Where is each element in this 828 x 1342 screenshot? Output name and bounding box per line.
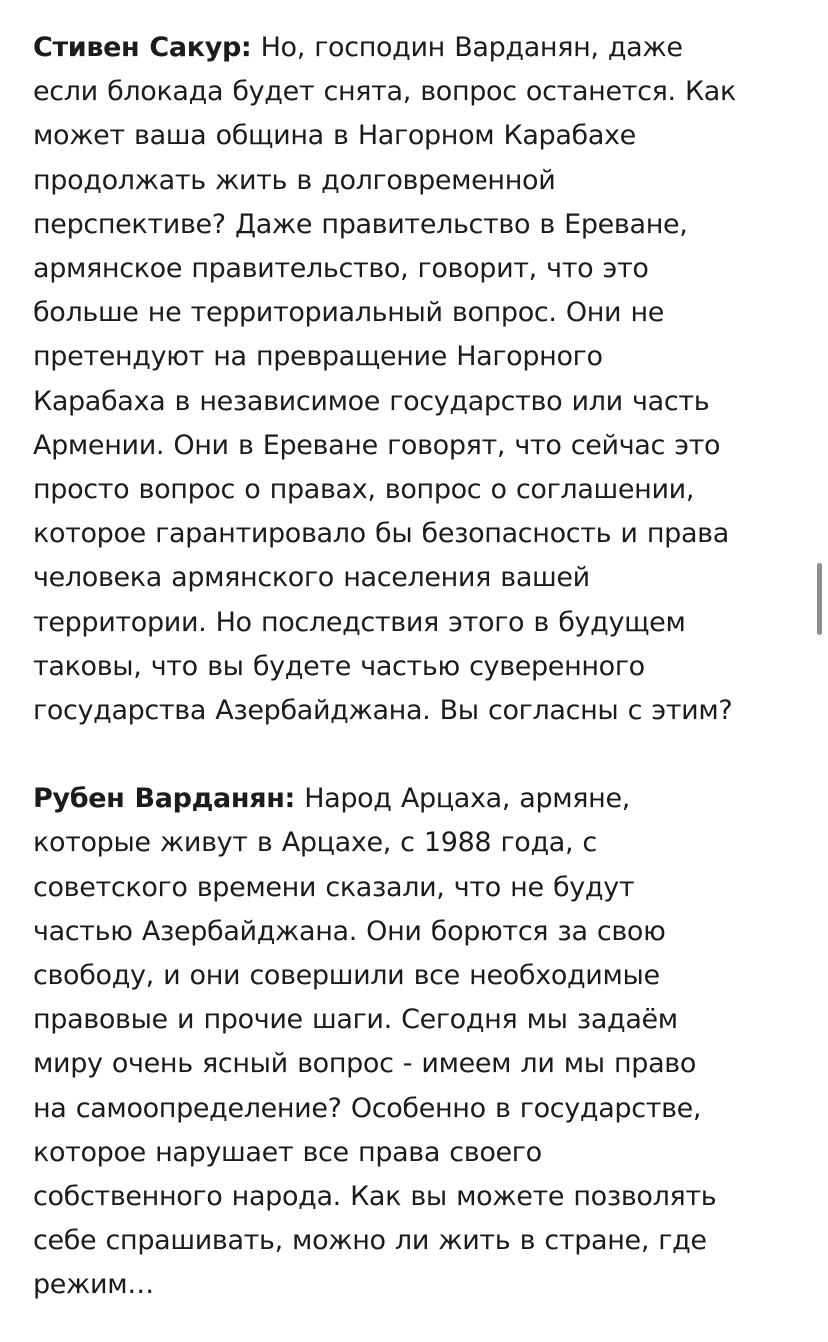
answer-paragraph (33, 777, 804, 1307)
question-text-line: государства Азербайджана. Вы согласны с этим? (33, 695, 733, 727)
question-text-line: перспективе? Даже правительство в Ереване, (33, 208, 688, 240)
question-text-line: Армении. Они в Ереване говорят, что сейчас это (33, 429, 721, 461)
question-text-line: таковы, что вы будете частью суверенного (33, 650, 645, 682)
question-text-line: просто вопрос о правах, вопрос о соглашении, (33, 474, 695, 506)
question-text-line: претендуют на превращение Нагорного (33, 341, 603, 373)
question-paragraph (33, 26, 804, 733)
question-text-line: которое гарантировало бы безопасность и права (33, 518, 729, 550)
answer-text-line: Народ Арцаха, армяне, (294, 783, 630, 815)
answer-text-line: режим… (33, 1269, 154, 1301)
question-text-line: Но, господин Варданян, даже (251, 32, 683, 63)
speaker-name-interviewer: Стивен Сакур: (33, 32, 252, 63)
answer-text-line: на самоопределение? Особенно в государстве, (33, 1092, 702, 1124)
answer-text-line: собственного народа. Как вы можете позволять (33, 1181, 717, 1213)
answer-text-line: себе спрашивать, можно ли жить в стране, где (33, 1225, 707, 1257)
answer-text-line: которое нарушает все права своего (33, 1136, 542, 1168)
answer-text-line: миру очень ясный вопрос - имеем ли мы право (33, 1048, 696, 1080)
vertical-scrollbar[interactable] (817, 563, 822, 635)
answer-text-line: правовые и прочие шаги. Сегодня мы задаём (33, 1004, 678, 1036)
answer-text-line: частью Азербайджана. Они борются за свою (33, 915, 666, 947)
question-text-line: продолжать жить в долговременной (33, 164, 556, 196)
paragraph-first-line (33, 26, 804, 70)
question-text-line: если блокада будет снята, вопрос останется. Как (33, 76, 736, 108)
question-text-line: армянское правительство, говорит, что это (33, 253, 649, 285)
answer-text-line: советского времени сказали, что не будут (33, 871, 635, 903)
question-text-line: Карабаха в независимое государство или часть (33, 385, 710, 417)
paragraph-first-line (33, 777, 804, 821)
answer-text-line: которые живут в Арцахе, с 1988 года, с (33, 827, 597, 859)
question-text-line: территории. Но последствия этого в будущем (33, 606, 686, 638)
speaker-name-interviewee: Рубен Варданян: (33, 783, 295, 815)
question-text-line: больше не территориальный вопрос. Они не (33, 297, 665, 329)
question-text-line: человека армянского населения вашей (33, 562, 590, 594)
question-text-line: может ваша община в Нагорном Карабахе (33, 120, 636, 152)
answer-text-line: свободу, и они совершили все необходимые (33, 960, 660, 992)
